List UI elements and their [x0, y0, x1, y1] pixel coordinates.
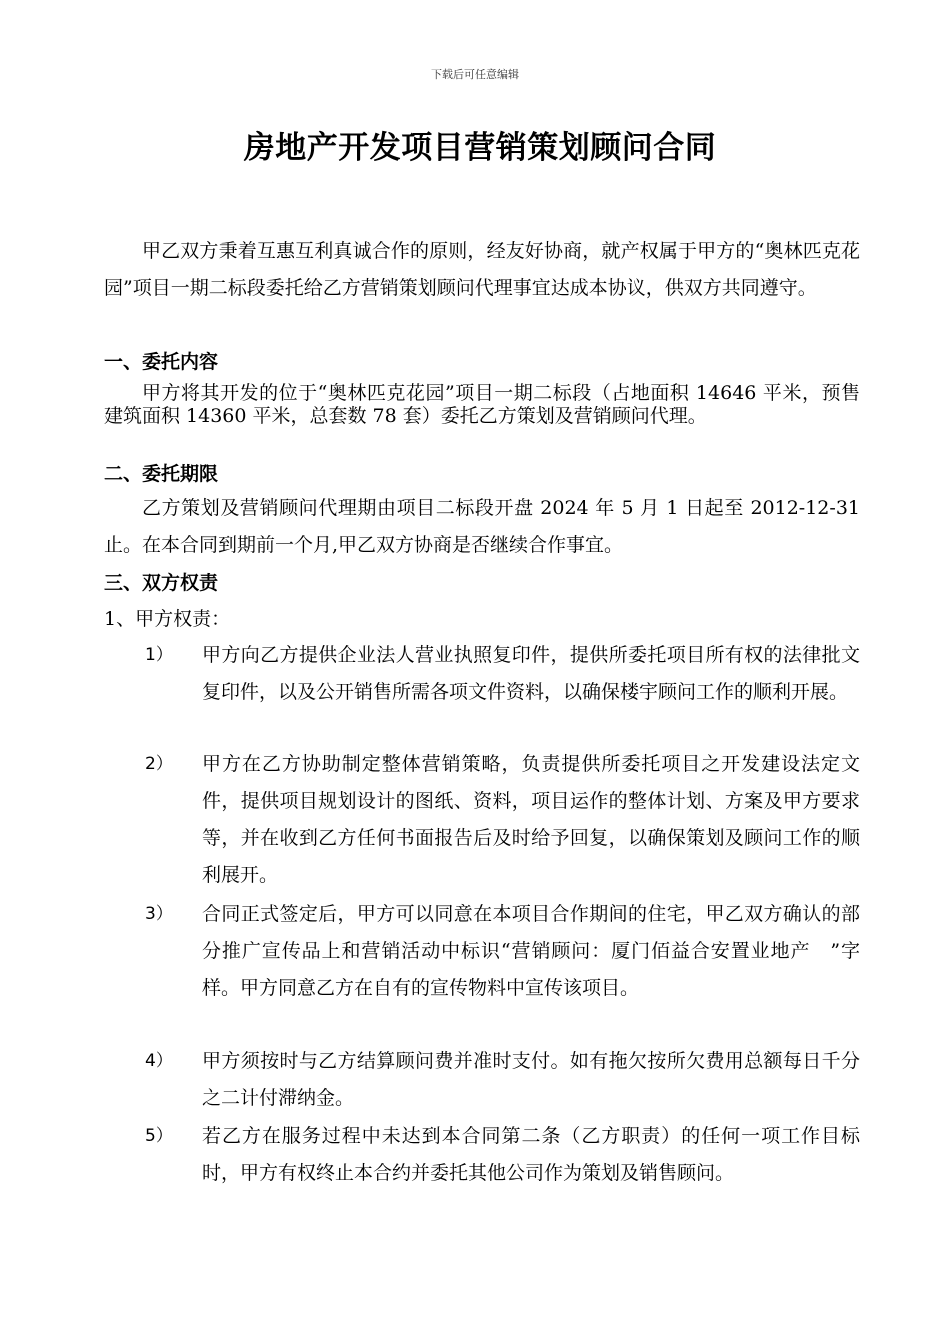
header-note: 下载后可任意编辑 [431, 68, 519, 81]
list-item [145, 637, 860, 711]
list-item [145, 1043, 860, 1117]
list-item-text: 甲方在乙方协助制定整体营销策略，负责提供所委托项目之开发建设法定文件，提供项目规划设计的图纸、资料，项目运作的整体计划、方案及甲方要求等，并在收到乙方任何书面报告后及时给予回复，以确保策划及顾问工作的顺利展开。 [202, 753, 860, 886]
list-item-number: 1） [145, 645, 173, 665]
list-item-text: 合同正式签定后，甲方可以同意在本项目合作期间的住宅，甲乙双方确认的部分推广宣传品上和营销活动中标识“营销顾问：厦门佰益合安置业地产 ”字样。甲方同意乙方在自有的宣传物料中宣传该项目。 [202, 903, 860, 999]
section-heading-rights-duties: 三、双方权责 [104, 572, 219, 594]
section-heading-delegation-period: 二、委托期限 [104, 463, 219, 485]
list-item [145, 896, 860, 1007]
subsection-heading-party-a: 1、甲方权责： [104, 608, 231, 630]
document-title: 房地产开发项目营销策划顾问合同 [243, 130, 717, 166]
intro-paragraph: 甲乙双方秉着互惠互利真诚合作的原则，经友好协商，就产权属于甲方的“奥林匹克花园”项目一期二标段委托给乙方营销策划顾问代理事宜达成本协议，供双方共同遵守。 [104, 240, 860, 299]
list-item-text: 甲方须按时与乙方结算顾问费并准时支付。如有拖欠按所欠费用总额每日千分之二计付滞纳金。 [202, 1050, 860, 1109]
list-item-text: 甲方向乙方提供企业法人营业执照复印件，提供所委托项目所有权的法律批文复印件，以及公开销售所需各项文件资料，以确保楼宇顾问工作的顺利开展。 [202, 644, 860, 703]
list-item-number: 4） [145, 1051, 173, 1071]
list-item-number: 3） [145, 904, 173, 924]
section-text-delegation-period: 乙方策划及营销顾问代理期由项目二标段开盘 2024 年 5 月 1 日起至 2012-12-31 止。在本合同到期前一个月,甲乙双方协商是否继续合作事宜。 [104, 497, 860, 556]
list-item-number: 2） [145, 754, 173, 774]
list-item [145, 746, 860, 894]
section-heading-delegation-content: 一、委托内容 [104, 351, 219, 373]
list-item-number: 5） [145, 1126, 173, 1146]
list-item [145, 1118, 860, 1192]
list-item-text: 若乙方在服务过程中未达到本合同第二条（乙方职责）的任何一项工作目标时，甲方有权终止本合约并委托其他公司作为策划及销售顾问。 [202, 1125, 860, 1184]
section-text-delegation-content: 甲方将其开发的位于“奥林匹克花园”项目一期二标段（占地面积 14646 平米，预售建筑面积 14360 平米，总套数 78 套）委托乙方策划及营销顾问代理。 [104, 382, 860, 427]
